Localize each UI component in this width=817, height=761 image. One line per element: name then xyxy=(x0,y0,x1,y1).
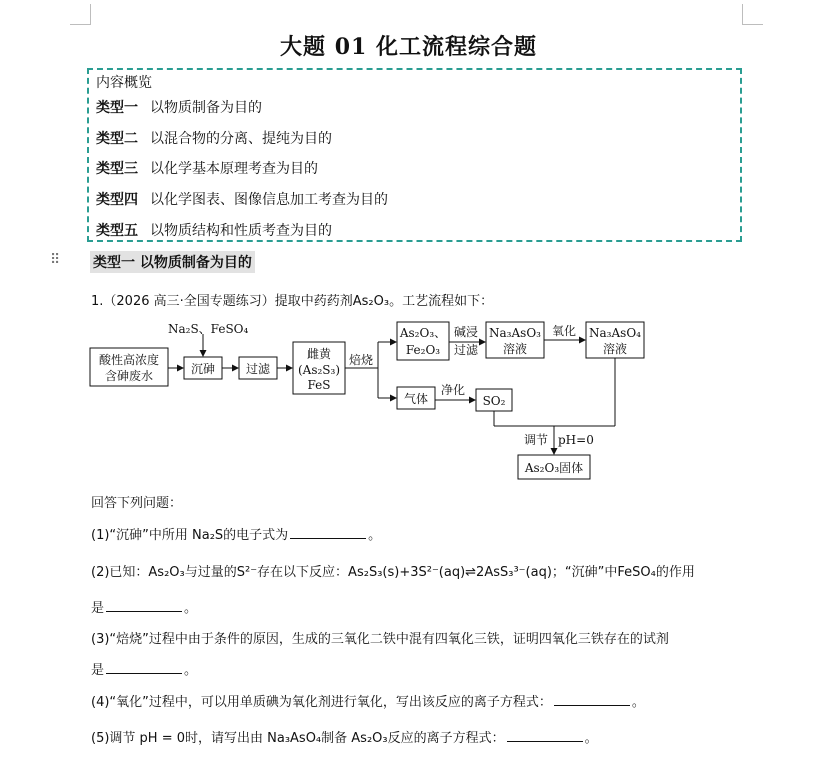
end-mark: 。 xyxy=(631,695,645,710)
process-flowchart xyxy=(88,320,658,482)
subquestion-2-text: (2)已知：As₂O₃与过量的S²⁻存在以下反应：As₂S₃(s)+3S²⁻(aq)⇌2AsS₃³⁻(aq)；“沉砷”中FeSO₄的作用 xyxy=(91,565,695,580)
overview-item-text: 以化学基本原理考查为目的 xyxy=(150,161,318,177)
overview-heading: 内容概览 xyxy=(96,75,152,91)
overview-type-label: 类型一 xyxy=(96,100,138,116)
label-na3aso3-line2: 溶液 xyxy=(502,342,528,356)
overview-type-label: 类型四 xyxy=(96,192,138,208)
subquestion-3 xyxy=(91,628,669,647)
end-mark: 。 xyxy=(584,731,598,746)
overview-item-text: 以混合物的分离、提纯为目的 xyxy=(150,131,332,147)
label-precipitate: 沉砷 xyxy=(190,362,216,376)
drag-handle-icon[interactable]: ⠿ xyxy=(50,252,61,268)
label-roast: 焙烧 xyxy=(348,353,374,367)
label-wastewater-line1: 酸性高浓度 xyxy=(98,353,160,367)
overview-item xyxy=(96,189,388,209)
subquestion-2 xyxy=(91,561,695,580)
overview-item-text: 以物质制备为目的 xyxy=(150,100,262,116)
subquestion-1 xyxy=(91,524,381,543)
question-stem: 1.（2026 高三·全国专题练习）提取中药药剂As₂O₃。工艺流程如下： xyxy=(91,294,494,309)
subquestion-3-continued xyxy=(91,659,197,678)
label-gas: 气体 xyxy=(403,392,429,406)
label-so2: SO₂ xyxy=(482,394,506,408)
answer-blank[interactable] xyxy=(554,693,630,706)
subquestion-3-text-cont: 是 xyxy=(91,663,105,678)
section-heading: 类型一 以物质制备为目的 xyxy=(90,251,255,273)
label-na3aso4-line1: Na₃AsO₄ xyxy=(589,326,641,340)
label-adjust: 调节 xyxy=(524,433,549,447)
subquestion-2-continued xyxy=(91,597,197,616)
overview-type-label: 类型三 xyxy=(96,161,138,177)
overview-item xyxy=(96,128,332,148)
label-oxides-line1: As₂O₃、 xyxy=(399,326,447,340)
label-realgar-line3: FeS xyxy=(307,378,331,392)
overview-item xyxy=(96,158,318,178)
label-reagents: Na₂S、FeSO₄ xyxy=(168,322,249,336)
document-title: 大题 01 化工流程综合题 xyxy=(280,34,537,60)
answer-blank[interactable] xyxy=(507,729,583,742)
answer-blank[interactable] xyxy=(290,526,366,539)
label-na3aso4-line2: 溶液 xyxy=(602,342,628,356)
label-leach-line2: 过滤 xyxy=(453,343,479,357)
label-product: As₂O₃固体 xyxy=(524,461,584,475)
subquestion-5-text: (5)调节 pH = 0时，请写出由 Na₃AsO₄制备 As₂O₃反应的离子方程式： xyxy=(91,731,505,746)
crop-mark-right xyxy=(742,4,763,25)
label-oxidize: 氧化 xyxy=(551,324,577,338)
subquestion-4-text: (4)“氧化”过程中，可以用单质碘为氧化剂进行氧化，写出该反应的离子方程式： xyxy=(91,695,552,710)
subquestion-2-text-cont: 是 xyxy=(91,601,105,616)
answer-blank[interactable] xyxy=(106,599,182,612)
label-oxides-line2: Fe₂O₃ xyxy=(405,343,441,357)
subquestion-1-text: (1)“沉砷”中所用 Na₂S的电子式为 xyxy=(91,528,289,543)
label-filter: 过滤 xyxy=(245,362,271,376)
end-mark: 。 xyxy=(184,663,198,678)
overview-type-label: 类型二 xyxy=(96,131,138,147)
label-leach-line1: 碱浸 xyxy=(453,325,479,339)
label-purify: 净化 xyxy=(440,383,466,397)
end-mark: 。 xyxy=(368,528,382,543)
subquestion-4 xyxy=(91,691,645,710)
label-wastewater-line2: 含砷废水 xyxy=(104,369,154,383)
overview-item-text: 以物质结构和性质考查为目的 xyxy=(150,223,332,239)
question-intro: 回答下列问题： xyxy=(91,496,183,511)
overview-item xyxy=(96,220,332,240)
overview-item xyxy=(96,97,262,117)
label-realgar-line2: (As₂S₃) xyxy=(297,363,341,377)
overview-item-text: 以化学图表、图像信息加工考查为目的 xyxy=(150,192,388,208)
content-overview-box xyxy=(87,68,742,242)
overview-type-label: 类型五 xyxy=(96,223,138,239)
label-na3aso3-line1: Na₃AsO₃ xyxy=(489,326,541,340)
crop-mark-left xyxy=(70,4,91,25)
label-ph: pH=0 xyxy=(558,433,594,447)
subquestion-3-text: (3)“焙烧”过程中由于条件的原因，生成的三氧化二铁中混有四氧化三铁，证明四氧化三铁存在的试剂 xyxy=(91,632,669,647)
label-realgar-line1: 雌黄 xyxy=(306,347,332,361)
answer-blank[interactable] xyxy=(106,661,182,674)
subquestion-5 xyxy=(91,727,598,746)
end-mark: 。 xyxy=(184,601,198,616)
